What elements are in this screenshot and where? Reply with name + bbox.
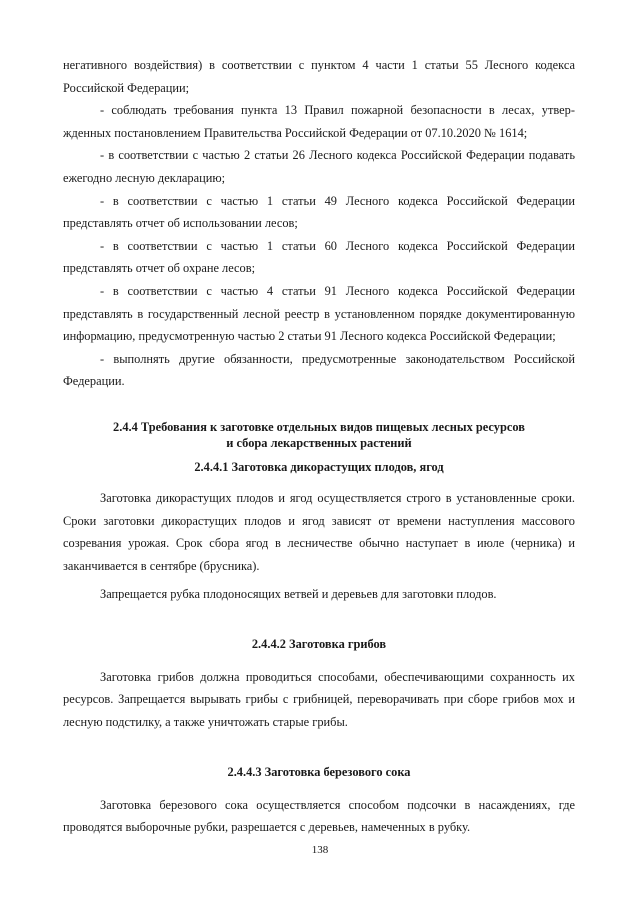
paragraph-berries-timing: Заготовка дикорастущих плодов и ягод осуществляется строго в установленные сроки. Сроки заготовки дикорастущих плодов и ягод зависят от времени наступления массового созревания урожая. Срок сбора ягод в лесничестве обычно наступает в июле (черника) и заканчивается в сентябре (брусника). <box>63 490 575 573</box>
paragraph-fire-safety: - соблюдать требования пункта 13 Правил пожарной безопасности в лесах, утвержденных постановлением Правительства Российской Федерации от 07.10.2020 № 1614; <box>63 103 575 140</box>
section-heading-2-4-4-2: 2.4.4.2 Заготовка грибов <box>251 636 387 651</box>
section-heading-2-4-4 <box>63 419 575 451</box>
page-body <box>63 54 575 839</box>
page-number: 138 <box>311 844 329 856</box>
paragraph-birch-sap: Заготовка березового сока осуществляется способом подсочки в насаждениях, где проводятся выборочные рубки, разрешается с деревьев, намеченных в рубку. <box>63 797 575 835</box>
paragraph-protection-report: - в соответствии с частью 1 статьи 60 Лесного кодекса Российской Федерации представлять отчет об охране лесов; <box>63 238 575 276</box>
section-heading-line-1: 2.4.4 Требования к заготовке отдельных видов пищевых лесных ресурсов <box>113 419 525 434</box>
paragraph-forest-registry: - в соответствии с частью 4 статьи 91 Лесного кодекса Российской Федерации представлять в государственный лесной реестр в установленном порядке документированную информацию, предусмотренную частью 2 статьи 91 Лесного кодекса Российской Федерации; <box>63 283 575 344</box>
paragraph-mushrooms: Заготовка грибов должна проводиться способами, обеспечивающими сохранность их ресурсов. Запрещается вырывать грибы с грибницей, переворачивать при сборе грибов мох и лесную подстилку, а также уничтожать старые грибы. <box>63 669 575 730</box>
paragraph-continuation: негативного воздействия) в соответствии с пунктом 4 части 1 статьи 55 Лесного кодекса Российской Федерации; <box>63 58 575 95</box>
paragraph-usage-report: - в соответствии с частью 1 статьи 49 Лесного кодекса Российской Федерации представлять отчет об использовании лесов; <box>63 193 575 231</box>
section-heading-2-4-4-3: 2.4.4.3 Заготовка березового сока <box>227 764 411 779</box>
paragraph-declaration: - в соответствии с частью 2 статьи 26 Лесного кодекса Российской Федерации подавать ежегодно лесную декларацию; <box>63 148 575 185</box>
paragraph-branch-cutting-ban: Запрещается рубка плодоносящих ветвей и деревьев для заготовки плодов. <box>100 587 497 602</box>
section-heading-line-2: и сбора лекарственных растений <box>226 435 412 450</box>
section-heading-2-4-4-1: 2.4.4.1 Заготовка дикорастущих плодов, ягод <box>194 459 444 474</box>
paragraph-other-duties: - выполнять другие обязанности, предусмотренные законодательством Российской Федерации. <box>63 351 575 389</box>
